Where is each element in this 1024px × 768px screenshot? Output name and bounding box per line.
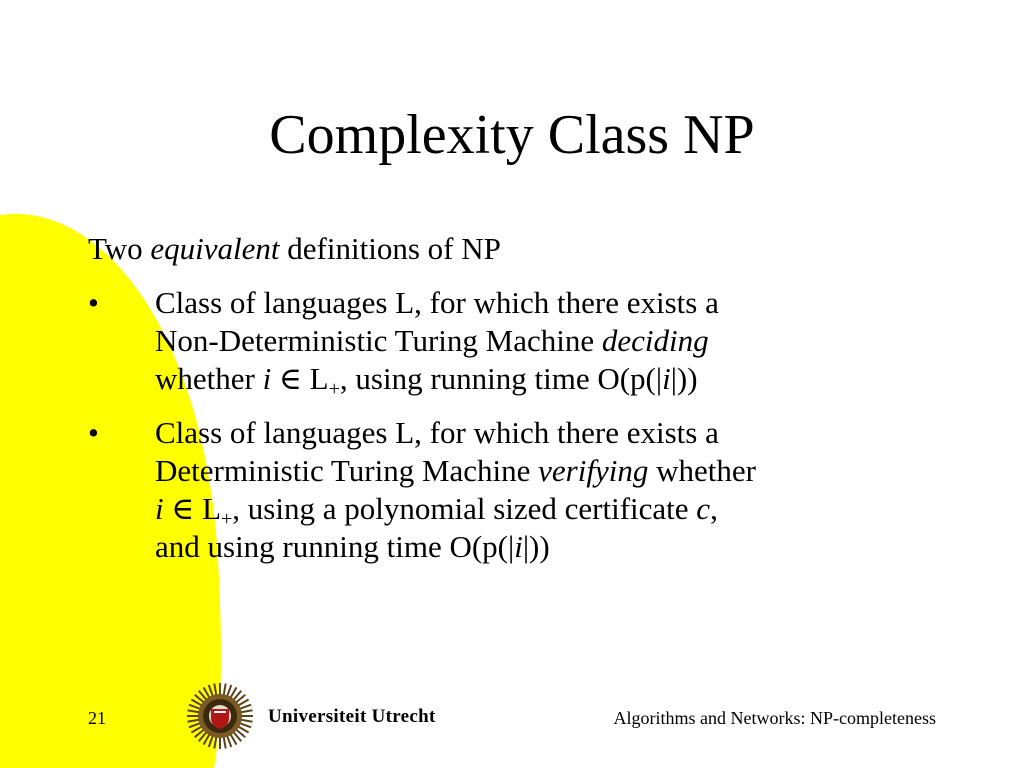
bullet-marker: • (88, 285, 99, 320)
bullet1-line3: whether i ∈ $L_+$, using running time O(p(|i|)) (155, 361, 698, 400)
bullet-marker: • (88, 415, 99, 450)
university-name: Universiteit Utrecht (268, 706, 436, 727)
bullet1-line2: Non-Deterministic Turing Machine deciding (155, 323, 709, 358)
intro-line: Two equivalent definitions of NP (88, 231, 501, 266)
slide-title: Complexity Class NP (269, 104, 755, 166)
bullet2-line3: i ∈ $L_+$, using a polynomial sized certificate c, (155, 491, 718, 530)
course-title: Algorithms and Networks: NP-completeness (613, 708, 936, 728)
bullet2-line4: and using running time O(p(|i|)) (155, 529, 550, 564)
university-seal-icon (186, 682, 254, 750)
bullet2-line1: Class of languages L, for which there exists a (155, 415, 719, 450)
bullet-definition-1 (88, 284, 968, 398)
slide-body (88, 230, 968, 582)
bullet1-line1: Class of languages L, for which there exists a (155, 285, 719, 320)
page-number: 21 (88, 708, 106, 728)
bullet2-line2: Deterministic Turing Machine verifying whether (155, 453, 756, 488)
bullet-definition-2 (88, 414, 968, 566)
